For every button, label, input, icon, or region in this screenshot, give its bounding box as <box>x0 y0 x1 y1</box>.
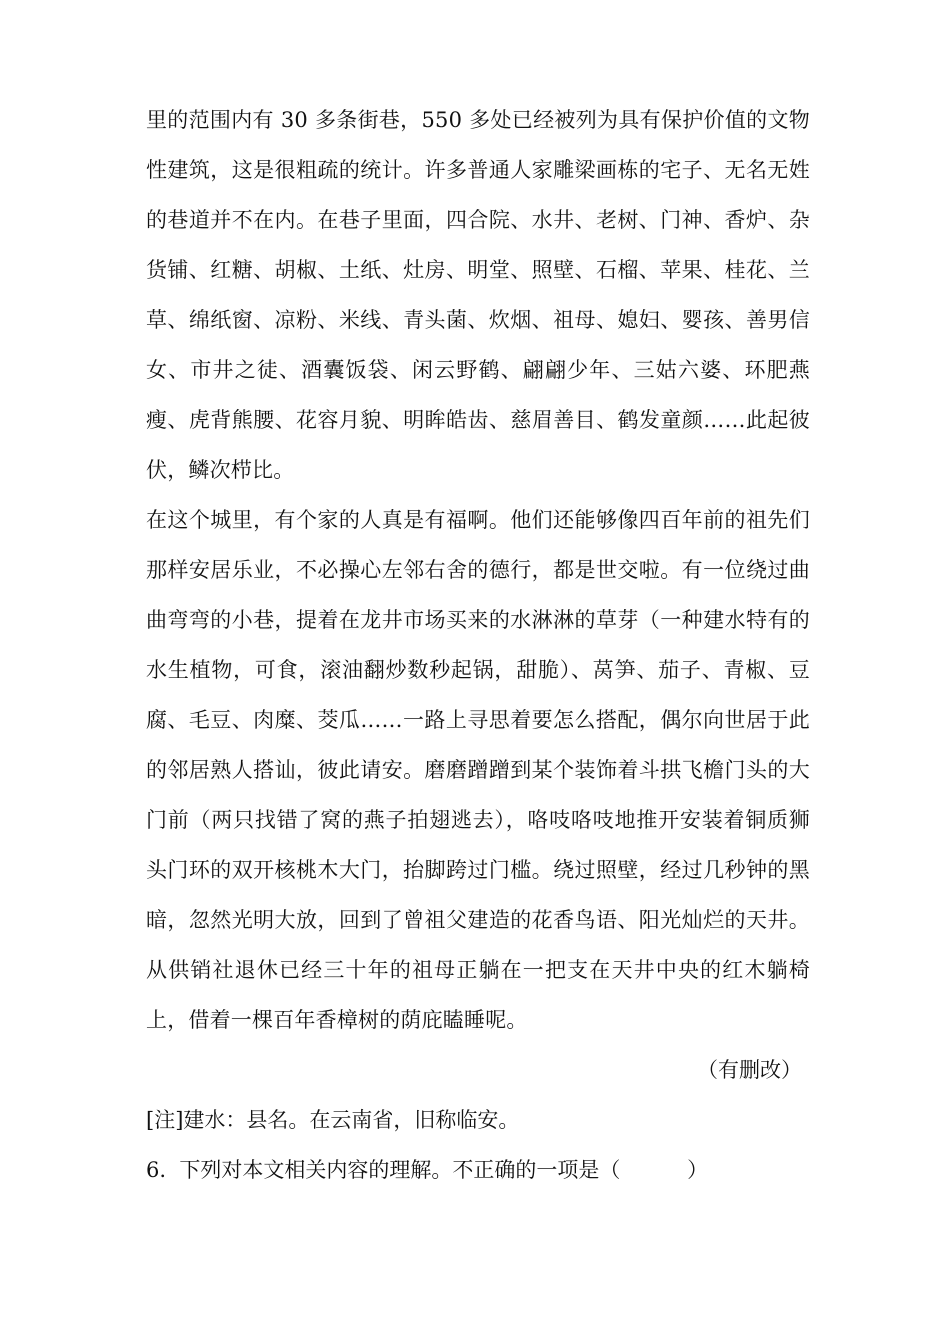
revision-note: （有删改） <box>697 1058 802 1082</box>
document-body <box>146 95 810 1195</box>
paragraph-1: 里的范围内有 30 多条街巷，550 多处已经被列为具有保护价值的文物性建筑，这是很粗疏的统计。许多普通人家雕梁画栋的宅子、无名无姓的巷道并不在内。在巷子里面，四合院、水井、老树、门神、香炉、杂货铺、红糖、胡椒、土纸、灶房、明堂、照壁、石榴、苹果、桂花、兰草、绵纸窗、凉粉、米线、青头菌、炊烟、祖母、媳妇、婴孩、善男信女、市井之徒、酒囊饭袋、闲云野鹤、翩翩少年、三姑六婆、环肥燕瘦、虎背熊腰、花容月貌、明眸皓齿、慈眉善目、鹤发童颜……此起彼伏，鳞次栉比。 <box>146 108 810 482</box>
paragraph-2: 在这个城里，有个家的人真是有福啊。他们还能够像四百年前的祖先们那样安居乐业，不必操心左邻右舍的德行，都是世交啦。有一位绕过曲曲弯弯的小巷，提着在龙井市场买来的水淋淋的草芽（一种建水特有的水生植物，可食，滚油翻炒数秒起锅，甜脆）、莴笋、茄子、青椒、豆腐、毛豆、肉糜、茭瓜……一路上寻思着要怎么搭配，偶尔向世居于此的邻居熟人搭讪，彼此请安。磨磨蹭蹭到某个装饰着斗拱飞檐门头的大门前（两只找错了窝的燕子拍翅逃去），咯吱咯吱地推开安装着铜质狮头门环的双开核桃木大门，抬脚跨过门槛。绕过照壁，经过几秒钟的黑暗，忽然光明大放，回到了曾祖父建造的花香鸟语、阳光灿烂的天井。从供销社退休已经三十年的祖母正躺在一把支在天井中央的红木躺椅上，借着一棵百年香樟树的荫庇瞌睡呢。 <box>146 508 810 1032</box>
question-6: 6. 下列对本文相关内容的理解。不正确的一项是（ ） <box>146 1158 709 1182</box>
footnote: [注]建水：县名。在云南省，旧称临安。 <box>146 1108 520 1132</box>
